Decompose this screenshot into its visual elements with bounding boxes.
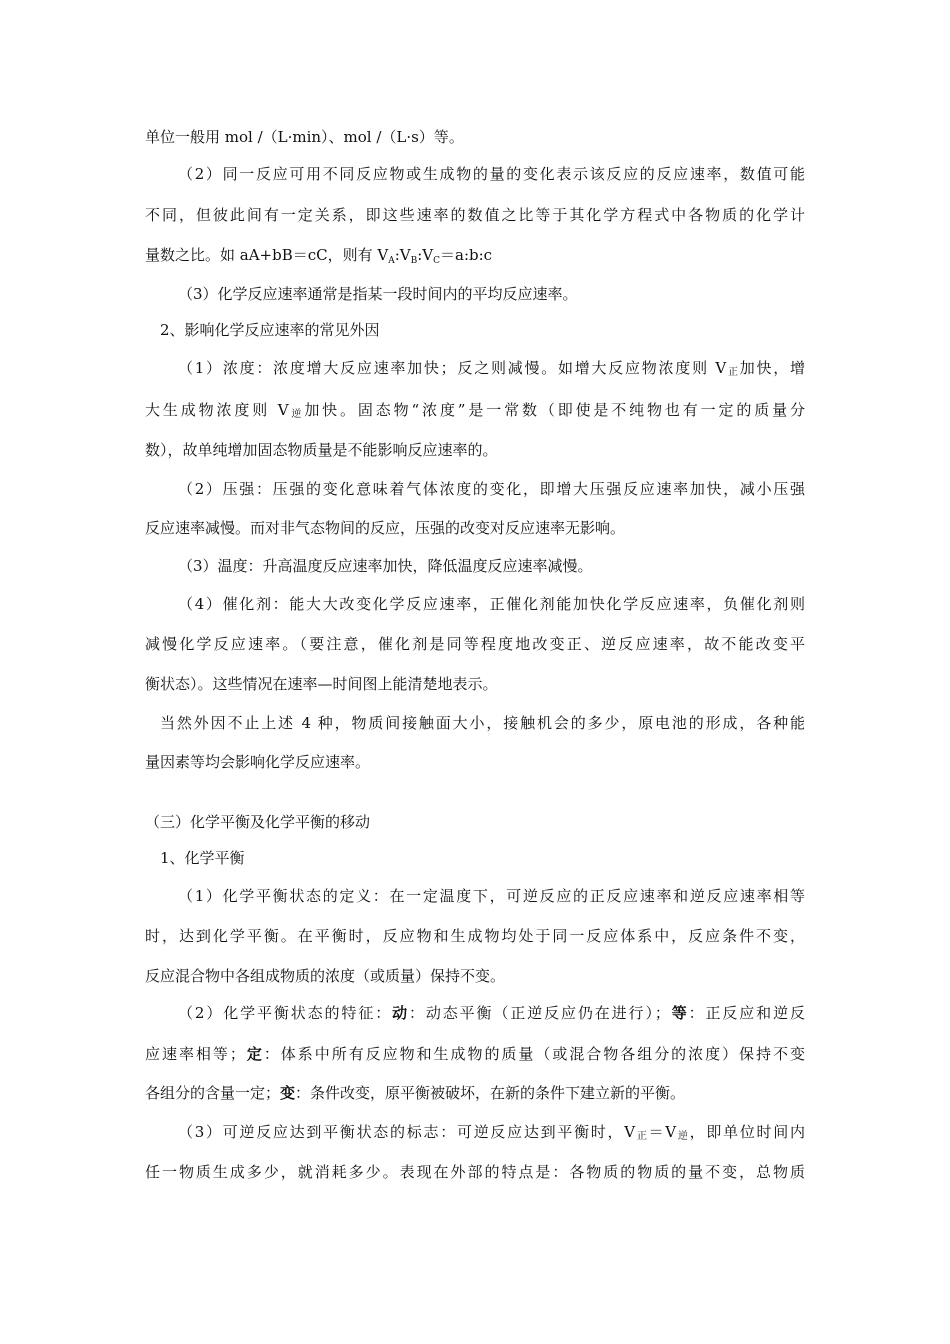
- text-line-formula: 量数之比。如 aA+bB＝cC，则有 $V_A:V_B:V_C=a:b:c$: [145, 246, 493, 266]
- text-line: 时，达到化学平衡。在平衡时，反应物和生成物均处于同一反应体系中，反应条件不变，: [145, 927, 805, 945]
- text-line: （3）可逆反应达到平衡状态的标志：可逆反应达到平衡时，V正＝V逆，即单位时间内: [178, 1123, 806, 1142]
- text-line: 反应混合物中各组成物质的浓度（或质量）保持不变。: [145, 967, 506, 985]
- text-line: （1）化学平衡状态的定义：在一定温度下，可逆反应的正反应速率和逆反应速率相等: [178, 887, 805, 905]
- section-heading: （三）化学平衡及化学平衡的移动: [145, 813, 371, 831]
- text-line: （3）化学反应速率通常是指某一段时间内的平均反应速率。: [178, 285, 578, 303]
- text-line: （4）催化剂：能大大改变化学反应速率，正催化剂能加快化学反应速率，负催化剂则: [178, 595, 805, 613]
- section-heading: 2、影响化学反应速率的常见外因: [160, 321, 380, 339]
- text-line: 应速率相等；定：体系中所有反应物和生成物的质量（或混合物各组分的浓度）保持不变: [145, 1045, 805, 1063]
- text-line: 大生成物浓度则 V逆加快。固态物“浓度”是一常数（即使是不纯物也有一定的质量分: [145, 401, 806, 420]
- text-line: 当然外因不止上述 4 种，物质间接触面大小，接触机会的多少，原电池的形成，各种能: [160, 714, 805, 732]
- text-line: 不同，但彼此间有一定关系，即这些速率的数值之比等于其化学方程式中各物质的化学计: [145, 206, 805, 224]
- text-line: （1）浓度：浓度增大反应速率加快；反之则减慢。如增大反应物浓度则 V正加快，增: [178, 359, 805, 378]
- text-line: 反应速率减慢。而对非气态物间的反应，压强的改变对反应速率无影响。: [145, 519, 626, 537]
- text-line: 量因素等均会影响化学反应速率。: [145, 753, 371, 771]
- text-line: （2）压强：压强的变化意味着气体浓度的变化，即增大压强反应速率加快，减小压强: [178, 480, 805, 498]
- text-line: （3）温度：升高温度反应速率加快，降低温度反应速率减慢。: [178, 557, 593, 575]
- text-line: 各组分的含量一定；变：条件改变，原平衡被破坏，在新的条件下建立新的平衡。: [145, 1084, 686, 1102]
- section-heading: 1、化学平衡: [160, 849, 245, 867]
- text-line: （2）同一反应可用不同反应物或生成物的量的变化表示该反应的反应速率，数值可能: [178, 165, 805, 183]
- text-line: 单位一般用 mol /（L·min）、mol /（L·s）等。: [145, 128, 464, 146]
- text-line: 衡状态）。这些情况在速率—时间图上能清楚地表示。: [145, 675, 498, 693]
- text-line: 任一物质生成多少，就消耗多少。表现在外部的特点是：各物质的物质的量不变，总物质: [145, 1163, 805, 1181]
- text-line: （2）化学平衡状态的特征：动：动态平衡（正逆反应仍在进行）；等：正反应和逆反: [178, 1004, 805, 1022]
- text-line: 数），故单纯增加固态物质量是不能影响反应速率的。: [145, 441, 498, 459]
- text-line: 减慢化学反应速率。（要注意，催化剂是同等程度地改变正、逆反应速率，故不能改变平: [145, 635, 805, 653]
